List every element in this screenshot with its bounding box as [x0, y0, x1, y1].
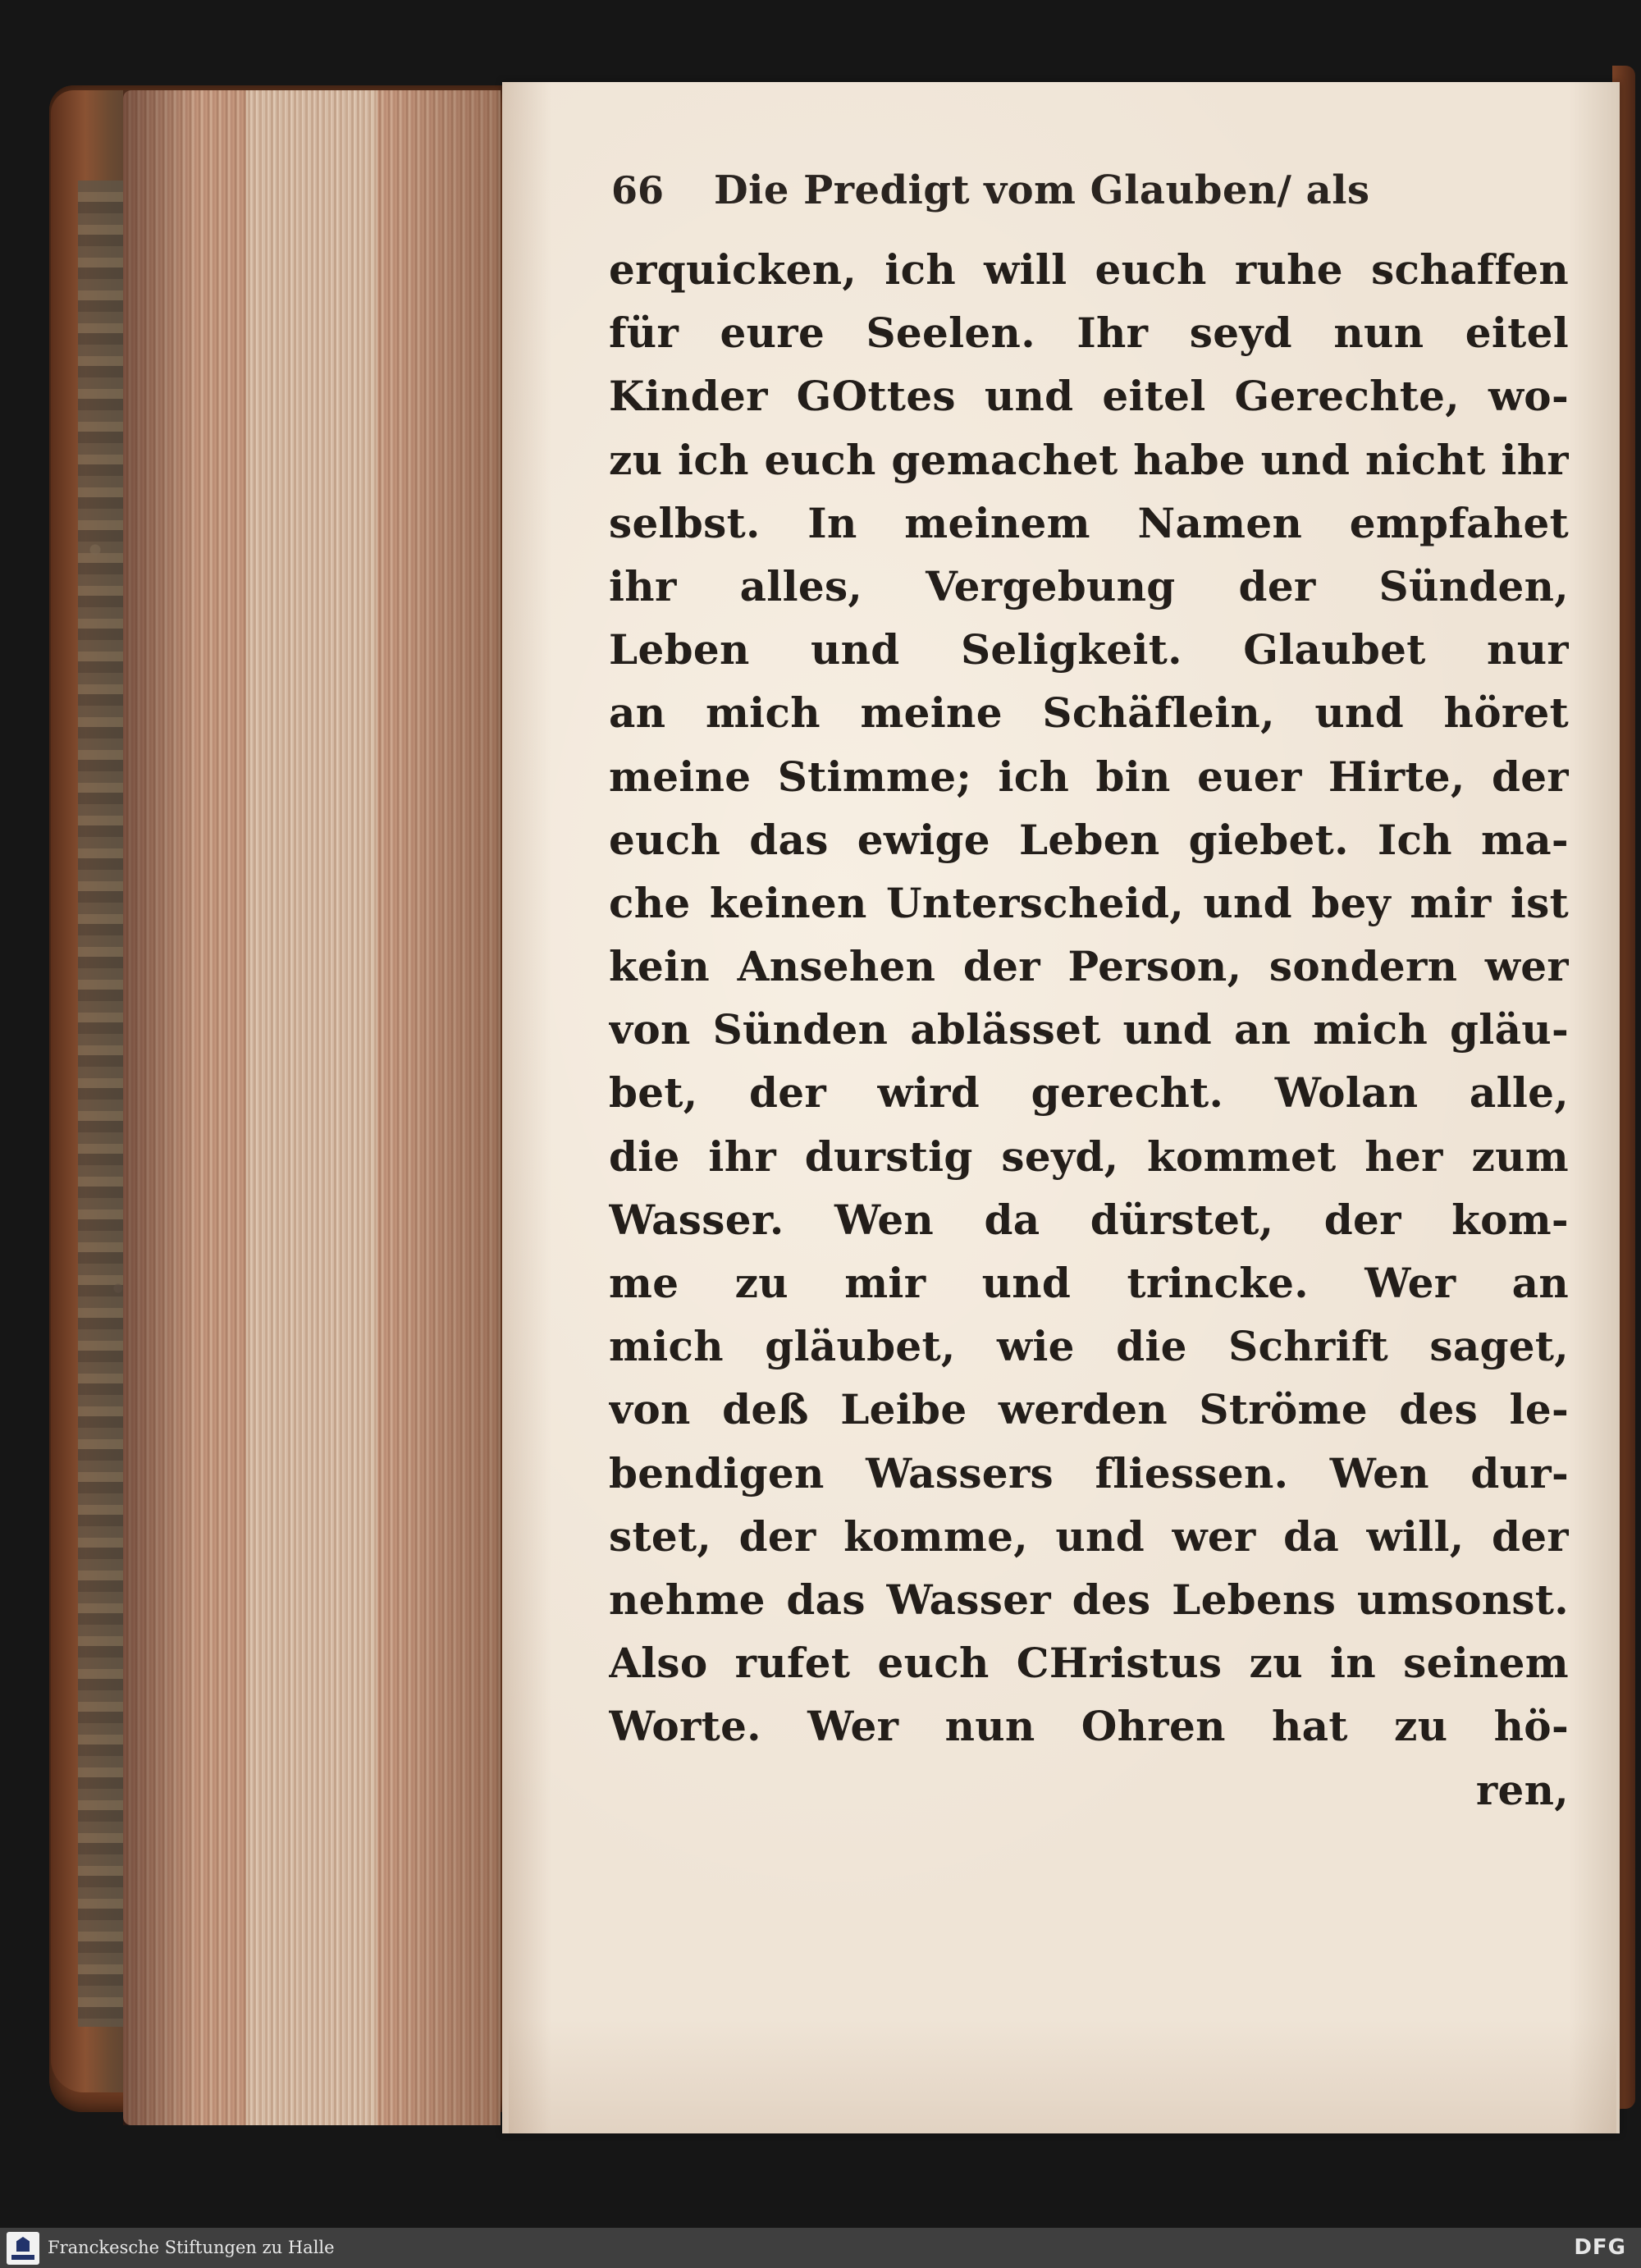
page-stain: [509, 2019, 1616, 2133]
text-line: bendigen Wassers fliessen. Wen dur-: [609, 1448, 1569, 1498]
text-line: erquicken, ich will euch ruhe schaffen: [609, 245, 1569, 294]
footer-institution-name: Franckesche Stiftungen zu Halle: [48, 2238, 335, 2257]
text-line: bet, der wird gerecht. Wolan alle,: [609, 1068, 1569, 1118]
text-line: Leben und Seligkeit. Glaubet nur: [609, 625, 1569, 674]
page-text: [609, 238, 1569, 1871]
text-line: ihr alles, Vergebung der Sünden,: [609, 561, 1569, 610]
francke-foundation-logo-icon: [7, 2232, 39, 2265]
logo-base-shape: [11, 2255, 34, 2260]
text-line: von Sünden ablässet und an mich gläu-: [609, 1005, 1569, 1054]
text-line: zu ich euch gemachet habe und nicht ihr: [609, 435, 1569, 484]
text-line: die ihr durstig seyd, kommet her zum: [609, 1132, 1569, 1181]
page-number: 66: [611, 168, 665, 213]
text-line: euch das ewige Leben giebet. Ich ma-: [609, 815, 1569, 864]
text-line: an mich meine Schäflein, und höret: [609, 688, 1569, 738]
text-line: me zu mir und trincke. Wer an: [609, 1259, 1569, 1307]
running-head: [611, 160, 1555, 222]
text-line: nehme das Wasser des Lebens umsonst.: [609, 1575, 1569, 1624]
text-line: ren,: [1475, 1765, 1569, 1814]
text-line: selbst. In meinem Namen empfahet: [609, 498, 1569, 547]
dfg-logo: DFG: [1574, 2235, 1626, 2260]
text-line: für eure Seelen. Ihr seyd nun eitel: [609, 309, 1569, 358]
text-line: Kinder GOttes und eitel Gerechte, wo-: [609, 372, 1569, 421]
text-line: stet, der komme, und wer da will, der: [609, 1511, 1569, 1561]
footer-bar: [0, 2228, 1641, 2268]
page-edges-shadow: [123, 90, 501, 2125]
text-line: kein Ansehen der Person, sondern wer: [609, 942, 1569, 991]
logo-building-shape: [16, 2237, 30, 2252]
running-head-title: Die Predigt vom Glauben/ als: [714, 167, 1370, 213]
text-line: mich gläubet, wie die Schrift saget,: [609, 1322, 1569, 1371]
text-line: Worte. Wer nun Ohren hat zu hö-: [609, 1702, 1569, 1751]
text-line: Wasser. Wen da dürstet, der kom-: [609, 1195, 1569, 1244]
text-line: che keinen Unterscheid, und bey mir ist: [609, 878, 1569, 927]
text-line: Also rufet euch CHristus zu in seinem: [609, 1639, 1569, 1688]
text-line: von deß Leibe werden Ströme des le-: [609, 1385, 1569, 1434]
text-line: meine Stimme; ich bin euer Hirte, der: [609, 752, 1569, 801]
